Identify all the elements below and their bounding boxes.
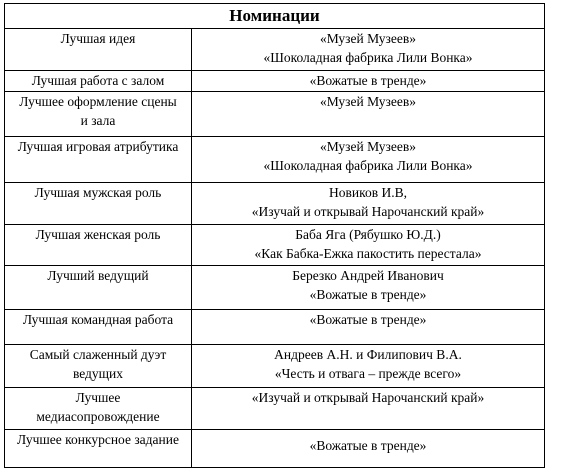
table-row: [5, 266, 545, 310]
nomination-text: ведущих: [72, 366, 124, 381]
winner-text: «Изучай и открывай Нарочанский край»: [251, 204, 485, 219]
nomination-text: Лучшее конкурсное задание: [17, 432, 179, 447]
nomination-cell: [5, 183, 192, 225]
winner-text: «Шоколадная фабрика Лили Вонка»: [263, 158, 473, 173]
nomination-cell: [5, 430, 192, 468]
nomination-cell: [5, 310, 192, 345]
winner-text: «Изучай и открывай Нарочанский край»: [251, 390, 485, 405]
winner-cell: [192, 29, 545, 71]
winner-text: Баба Яга (Рябушко Ю.Д.): [295, 227, 441, 242]
winner-text: «Вожатые в тренде»: [309, 438, 427, 453]
winner-cell: [192, 71, 545, 92]
table-row: [5, 225, 545, 266]
winner-text: «Как Бабка-Ежка пакостить перестала»: [254, 246, 482, 261]
winner-cell: [192, 345, 545, 388]
nomination-text: Лучшее: [75, 390, 121, 405]
nomination-text: Лучшая мужская роль: [34, 185, 162, 200]
nomination-text: Самый слаженный дуэт: [29, 347, 167, 362]
nomination-cell: [5, 388, 192, 430]
nomination-cell: [5, 29, 192, 71]
winner-cell: [192, 225, 545, 266]
nomination-cell: [5, 92, 192, 137]
winner-cell: [192, 310, 545, 345]
winner-text: Новиков И.В,: [329, 185, 407, 200]
nomination-text: Лучшая женская роль: [35, 227, 161, 242]
winner-text: «Вожатые в тренде»: [309, 287, 427, 302]
winner-text: «Музей Музеев»: [320, 139, 416, 154]
table-title: Номинации: [5, 4, 545, 29]
winner-text: «Шоколадная фабрика Лили Вонка»: [263, 50, 473, 65]
nomination-cell: [5, 345, 192, 388]
winner-text: «Музей Музеев»: [320, 94, 416, 109]
table-row: [5, 345, 545, 388]
table-row: [5, 310, 545, 345]
nomination-text: и зала: [80, 113, 116, 128]
table-header-row: [5, 4, 545, 29]
table-row: [5, 430, 545, 468]
nomination-cell: [5, 137, 192, 183]
table-row: [5, 137, 545, 183]
table-row: [5, 71, 545, 92]
winner-text: «Вожатые в тренде»: [309, 73, 427, 88]
winner-cell: [192, 266, 545, 310]
nomination-text: медиасопровождение: [36, 409, 160, 424]
winner-text: «Честь и отвага – прежде всего»: [274, 366, 462, 381]
winner-cell: [192, 183, 545, 225]
winner-text: Березко Андрей Иванович: [292, 268, 444, 283]
nomination-text: Лучший ведущий: [47, 268, 149, 283]
nomination-text: Лучшее оформление сцены: [19, 94, 177, 109]
winner-cell: [192, 430, 545, 468]
table-row: [5, 92, 545, 137]
winner-cell: [192, 92, 545, 137]
nomination-cell: [5, 225, 192, 266]
table-row: [5, 183, 545, 225]
document-page: [4, 3, 545, 468]
winner-text: Андреев А.Н. и Филипович В.А.: [274, 347, 462, 362]
nomination-cell: [5, 266, 192, 310]
winner-text: «Вожатые в тренде»: [309, 312, 427, 327]
nominations-table: [4, 3, 545, 468]
winner-cell: [192, 137, 545, 183]
nomination-cell: [5, 71, 192, 92]
table-row: [5, 388, 545, 430]
winner-text: «Музей Музеев»: [320, 31, 416, 46]
nomination-text: Лучшая командная работа: [22, 312, 174, 327]
nomination-text: Лучшая идея: [60, 31, 136, 46]
winner-cell: [192, 388, 545, 430]
table-row: [5, 29, 545, 71]
nomination-text: Лучшая работа с залом: [31, 73, 165, 88]
nomination-text: Лучшая игровая атрибутика: [17, 139, 179, 154]
